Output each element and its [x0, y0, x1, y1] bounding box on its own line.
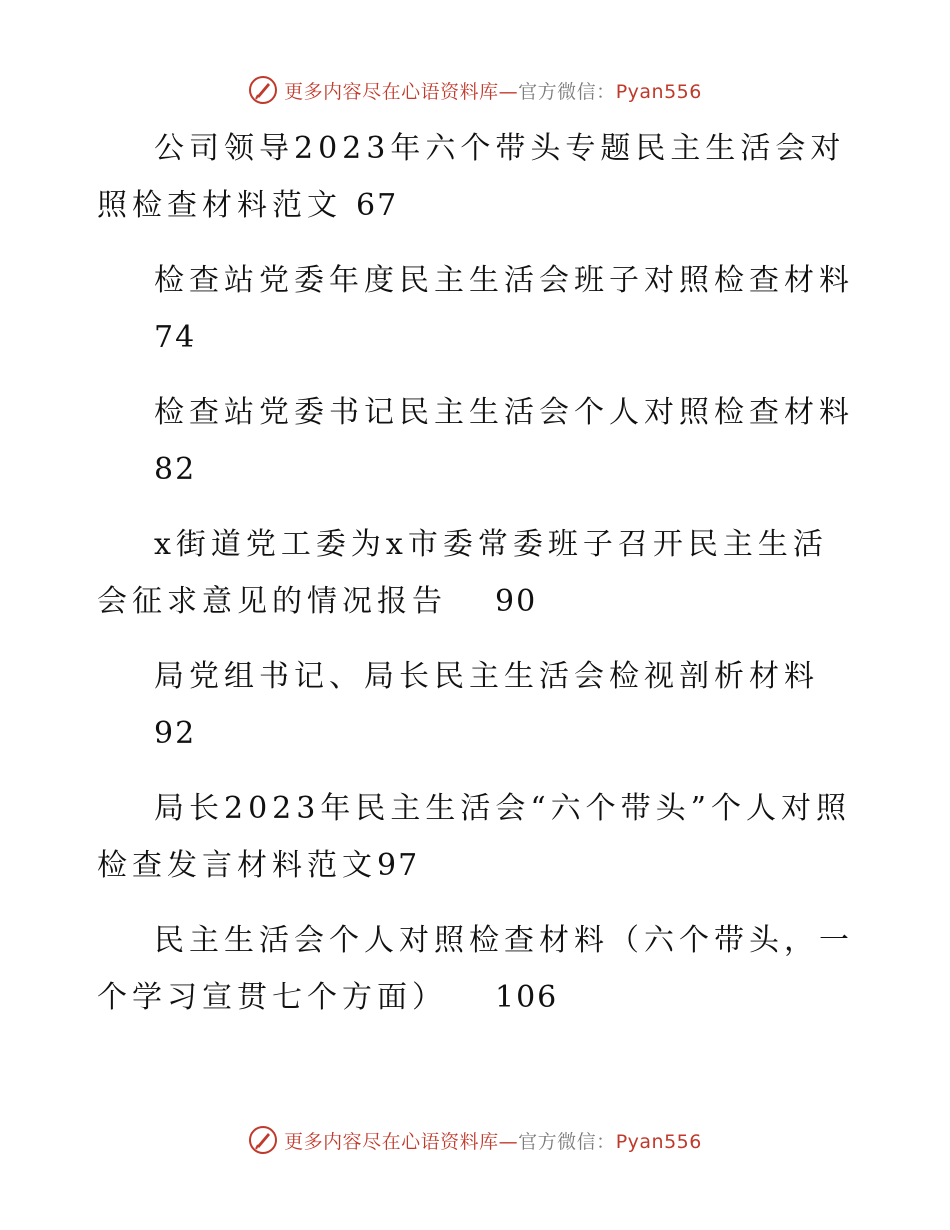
toc-entry-title: 局党组书记、局长民主生活会检视剖析材料	[154, 659, 819, 694]
watermark-header	[0, 70, 950, 110]
watermark-wechat-label: 官方微信：	[518, 80, 616, 103]
toc-entry	[97, 780, 857, 894]
watermark-footer	[0, 1120, 950, 1160]
watermark-wechat-id: Pyan556	[615, 80, 702, 103]
toc-entry	[97, 384, 857, 498]
toc-entry-title: 局长2023年民主生活会“六个带头”个人对照检查发言材料范文	[97, 791, 852, 883]
toc-entry	[97, 648, 857, 762]
quill-pen-circle-icon	[248, 1125, 278, 1155]
watermark-dash: —	[498, 80, 519, 103]
toc-entry	[97, 912, 857, 1026]
toc-entry-page: 74	[154, 320, 197, 355]
toc-entry-title: 公司领导2023年六个带头专题民主生活会对照检查材料范文	[97, 131, 846, 223]
toc-entry-page: 82	[154, 452, 197, 487]
toc-entry-title: 检查站党委书记民主生活会个人对照检查材料	[154, 395, 854, 430]
quill-pen-circle-icon	[248, 75, 278, 105]
toc-entry-page: 92	[154, 716, 197, 751]
toc-entry-page: 67	[356, 188, 399, 223]
watermark-text	[284, 1127, 702, 1154]
toc-entry	[97, 252, 857, 366]
toc-entry-page: 106	[495, 980, 559, 1015]
toc-entry-title: 检查站党委年度民主生活会班子对照检查材料	[154, 263, 854, 298]
toc-entry-title: 民主生活会个人对照检查材料（六个带头，一个学习宣贯七个方面）	[97, 923, 854, 1015]
watermark-main: 更多内容尽在心语资料库	[284, 80, 499, 103]
watermark-text	[284, 77, 702, 104]
watermark-wechat-label: 官方微信：	[518, 1130, 616, 1153]
watermark-main: 更多内容尽在心语资料库	[284, 1130, 499, 1153]
toc-entry-page: 97	[377, 848, 420, 883]
toc-entry-title: x街道党工委为x市委常委班子召开民主生活会征求意见的情况报告	[97, 527, 828, 619]
toc-entry	[97, 120, 857, 234]
watermark-dash: —	[498, 1130, 519, 1153]
toc-entry	[97, 516, 857, 630]
table-of-contents	[97, 120, 857, 1044]
toc-entry-page: 90	[495, 584, 538, 619]
watermark-wechat-id: Pyan556	[615, 1130, 702, 1153]
